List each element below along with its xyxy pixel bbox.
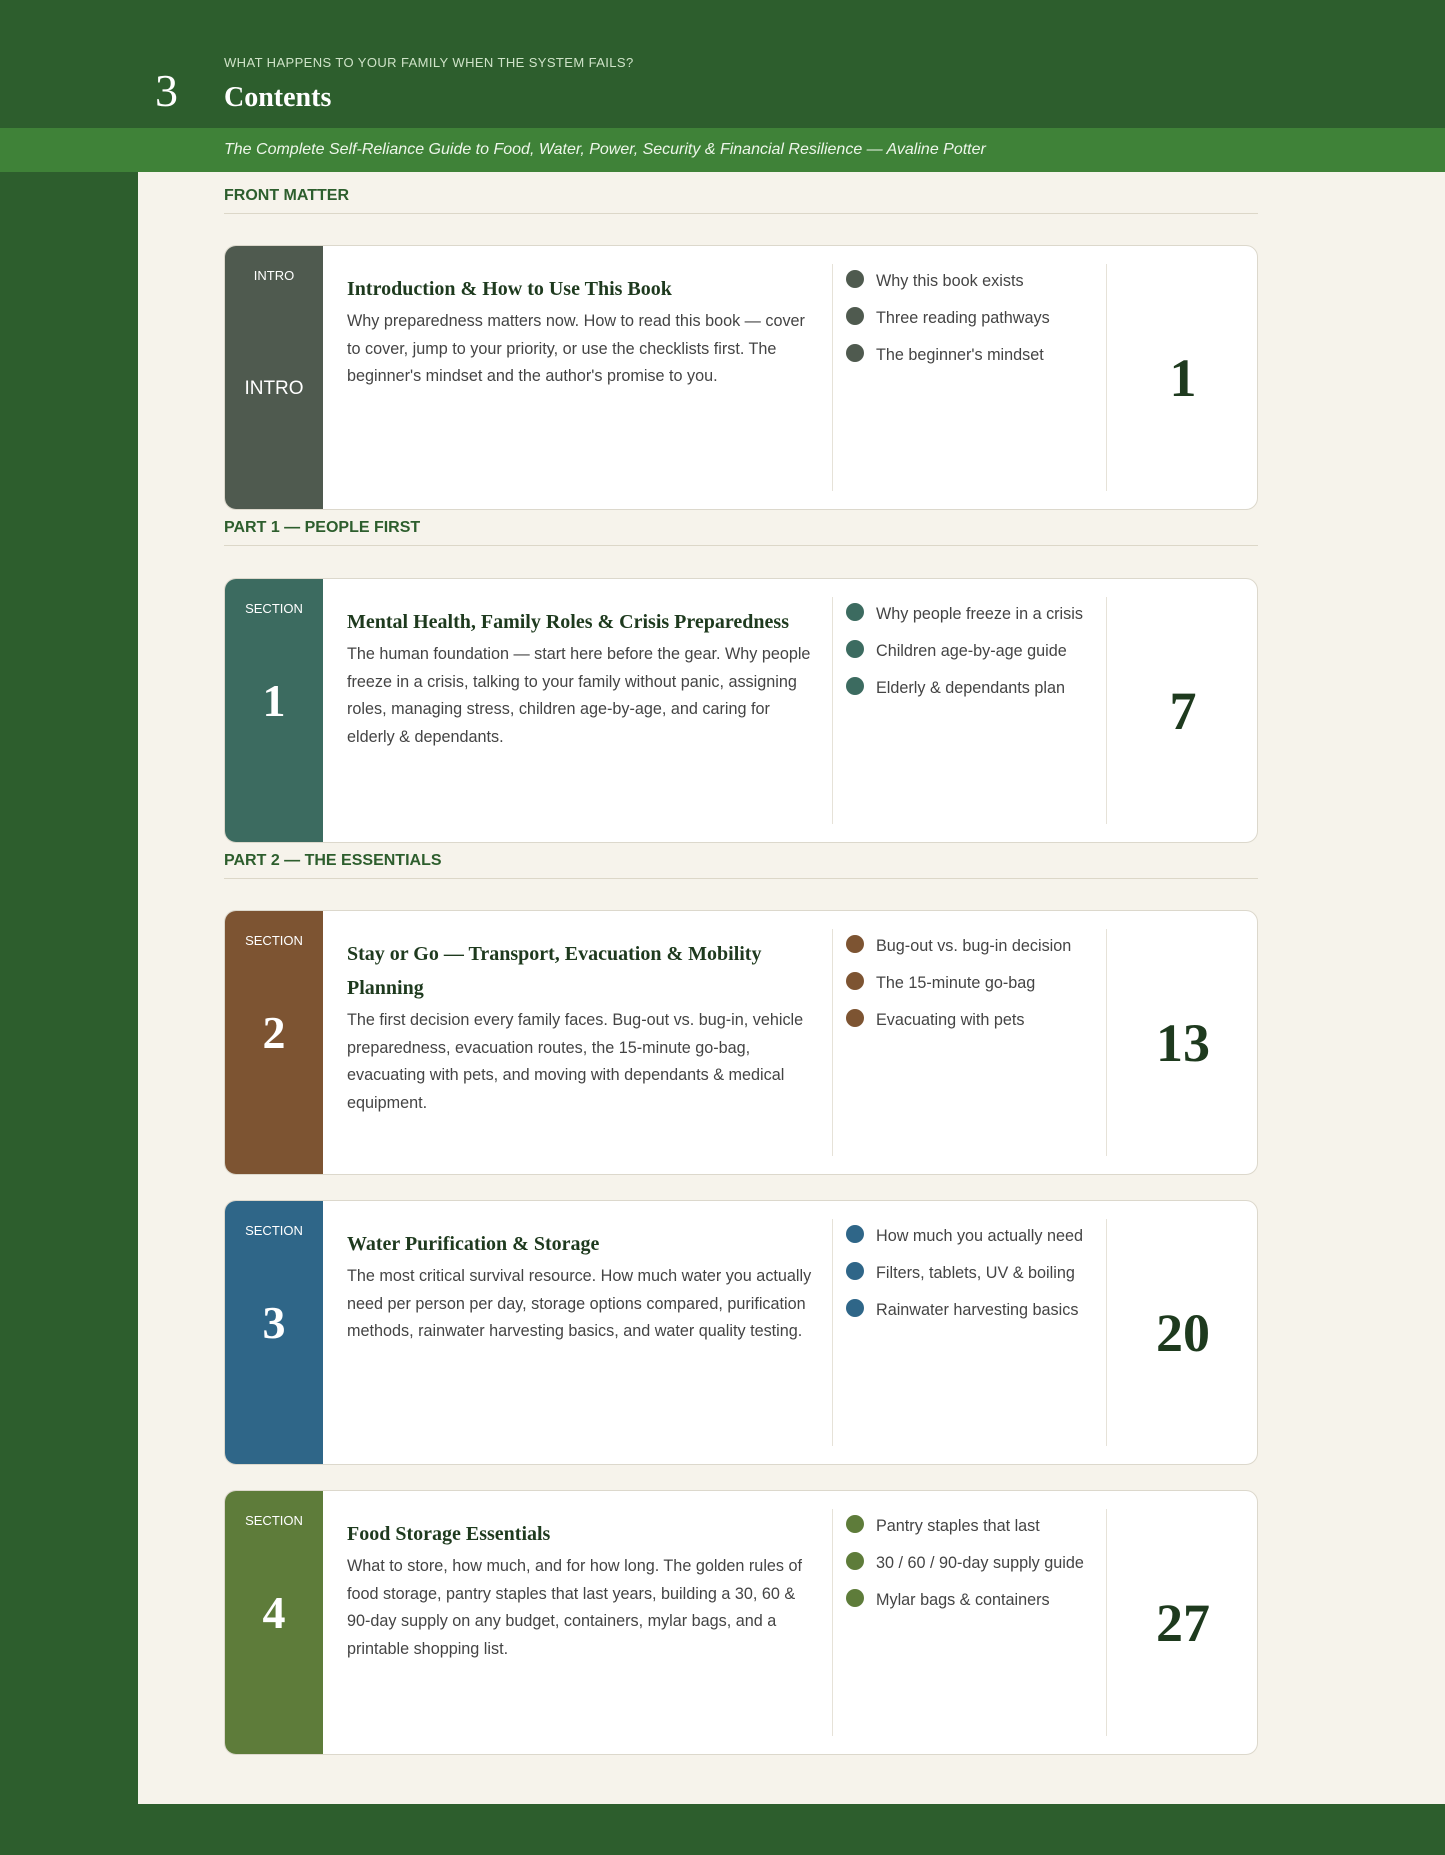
group-label-part-1: PART 1 — PEOPLE FIRST bbox=[224, 519, 1258, 546]
entry-title[interactable]: Food Storage Essentials bbox=[347, 1523, 551, 1545]
toc-entry-section-4[interactable] bbox=[224, 1490, 1258, 1755]
bullet-dot-icon bbox=[846, 677, 864, 695]
entry-description: The human foundation — start here before the gear. Why people freeze in a crisis, talking to your family without panic, assigning roles, managing stress, children age-by-age, and caring for elderly & dependants. bbox=[347, 645, 811, 746]
toc-entry-section-1[interactable] bbox=[224, 578, 1258, 843]
page-header bbox=[0, 0, 1445, 128]
page-number: 3 bbox=[155, 65, 178, 116]
divider bbox=[832, 597, 833, 824]
entry-tab bbox=[225, 246, 323, 509]
entry-description: Why preparedness matters now. How to read this book — cover to cover, jump to your priority, or use the checklists first. The beginner's mindset and the author's promise to you. bbox=[347, 312, 805, 385]
group-label-part-2: PART 2 — THE ESSENTIALS bbox=[224, 852, 1258, 879]
entry-page-number[interactable]: 7 bbox=[1169, 680, 1197, 741]
highlight-item: Children age-by-age guide bbox=[846, 642, 1083, 679]
tab-kicker: INTRO bbox=[253, 268, 295, 283]
entry-page-number[interactable]: 1 bbox=[1169, 347, 1197, 408]
entry-page-number[interactable]: 27 bbox=[1156, 1592, 1210, 1653]
tab-number: INTRO bbox=[244, 378, 304, 399]
highlight-item: How much you actually need bbox=[846, 1227, 1083, 1264]
entry-tab bbox=[225, 1201, 323, 1464]
bullet-dot-icon bbox=[846, 307, 864, 325]
entry-title[interactable]: Water Purification & Storage bbox=[347, 1233, 600, 1255]
bullet-dot-icon bbox=[846, 1009, 864, 1027]
highlight-item: 30 / 60 / 90-day supply guide bbox=[846, 1554, 1084, 1591]
entry-highlights bbox=[846, 937, 1071, 1048]
highlight-item: Evacuating with pets bbox=[846, 1011, 1071, 1048]
divider bbox=[832, 264, 833, 491]
entry-tab bbox=[225, 579, 323, 842]
entry-page-number[interactable]: 13 bbox=[1156, 1012, 1210, 1073]
bullet-dot-icon bbox=[846, 1589, 864, 1607]
bullet-dot-icon bbox=[846, 1299, 864, 1317]
entry-description: The first decision every family faces. Bug-out vs. bug-in, vehicle preparedness, evacuation routes, the 15-minute go-bag, evacuating with pets, and moving with dependants & medical equipment. bbox=[347, 1011, 804, 1112]
highlight-item: Rainwater harvesting basics bbox=[846, 1301, 1083, 1338]
bullet-dot-icon bbox=[846, 344, 864, 362]
highlight-item: Filters, tablets, UV & boiling bbox=[846, 1264, 1083, 1301]
tab-number: 3 bbox=[262, 1297, 286, 1348]
bullet-dot-icon bbox=[846, 1552, 864, 1570]
entry-highlights bbox=[846, 272, 1050, 383]
entry-tab bbox=[225, 911, 323, 1174]
page-title: Contents bbox=[224, 82, 332, 113]
highlight-item: Bug-out vs. bug-in decision bbox=[846, 937, 1071, 974]
divider bbox=[832, 1219, 833, 1446]
entry-tab bbox=[225, 1491, 323, 1754]
divider bbox=[832, 1509, 833, 1736]
bullet-dot-icon bbox=[846, 1262, 864, 1280]
highlight-item: The 15-minute go-bag bbox=[846, 974, 1071, 1011]
bullet-dot-icon bbox=[846, 603, 864, 621]
highlight-item: Why this book exists bbox=[846, 272, 1050, 309]
bullet-dot-icon bbox=[846, 270, 864, 288]
highlight-item: Mylar bags & containers bbox=[846, 1591, 1084, 1628]
highlight-item: The beginner's mindset bbox=[846, 346, 1050, 383]
entry-highlights bbox=[846, 1517, 1084, 1628]
bullet-dot-icon bbox=[846, 972, 864, 990]
tab-kicker: SECTION bbox=[245, 1513, 303, 1528]
entry-title[interactable]: Mental Health, Family Roles & Crisis Preparedness bbox=[347, 611, 789, 633]
highlight-item: Pantry staples that last bbox=[846, 1517, 1084, 1554]
group-label-front-matter: FRONT MATTER bbox=[224, 187, 1258, 214]
toc-entry-intro[interactable] bbox=[224, 245, 1258, 510]
tab-kicker: SECTION bbox=[245, 933, 303, 948]
entry-description: What to store, how much, and for how long. The golden rules of food storage, pantry staples that last years, building a 30, 60 & 90-day supply on any budget, containers, mylar bags, and a printable shopping list. bbox=[347, 1557, 803, 1658]
entry-highlights bbox=[846, 1227, 1083, 1338]
tab-number: 4 bbox=[262, 1587, 286, 1638]
book-subtitle: The Complete Self-Reliance Guide to Food, Water, Power, Security & Financial Resilience — Avaline Potter bbox=[224, 141, 986, 158]
entry-title[interactable]: Introduction & How to Use This Book bbox=[347, 278, 672, 300]
bullet-dot-icon bbox=[846, 640, 864, 658]
tab-number: 1 bbox=[262, 675, 286, 726]
bullet-dot-icon bbox=[846, 935, 864, 953]
tab-kicker: SECTION bbox=[245, 601, 303, 616]
bullet-dot-icon bbox=[846, 1225, 864, 1243]
highlight-item: Three reading pathways bbox=[846, 309, 1050, 346]
highlight-item: Elderly & dependants plan bbox=[846, 679, 1083, 716]
tab-number: 2 bbox=[262, 1007, 286, 1058]
tab-kicker: SECTION bbox=[245, 1223, 303, 1238]
toc-entry-section-2[interactable] bbox=[224, 910, 1258, 1175]
toc-entry-section-3[interactable] bbox=[224, 1200, 1258, 1465]
book-kicker: WHAT HAPPENS TO YOUR FAMILY WHEN THE SYSTEM FAILS? bbox=[224, 55, 634, 70]
bullet-dot-icon bbox=[846, 1515, 864, 1533]
entry-page-number[interactable]: 20 bbox=[1156, 1302, 1210, 1363]
divider bbox=[832, 929, 833, 1156]
entry-highlights bbox=[846, 605, 1083, 716]
highlight-item: Why people freeze in a crisis bbox=[846, 605, 1083, 642]
entry-title[interactable]: Stay or Go — Transport, Evacuation & Mobility Planning bbox=[347, 943, 762, 999]
entry-description: The most critical survival resource. How much water you actually need per person per day, storage options compared, purification methods, rainwater harvesting basics, and water quality testing. bbox=[347, 1267, 812, 1340]
